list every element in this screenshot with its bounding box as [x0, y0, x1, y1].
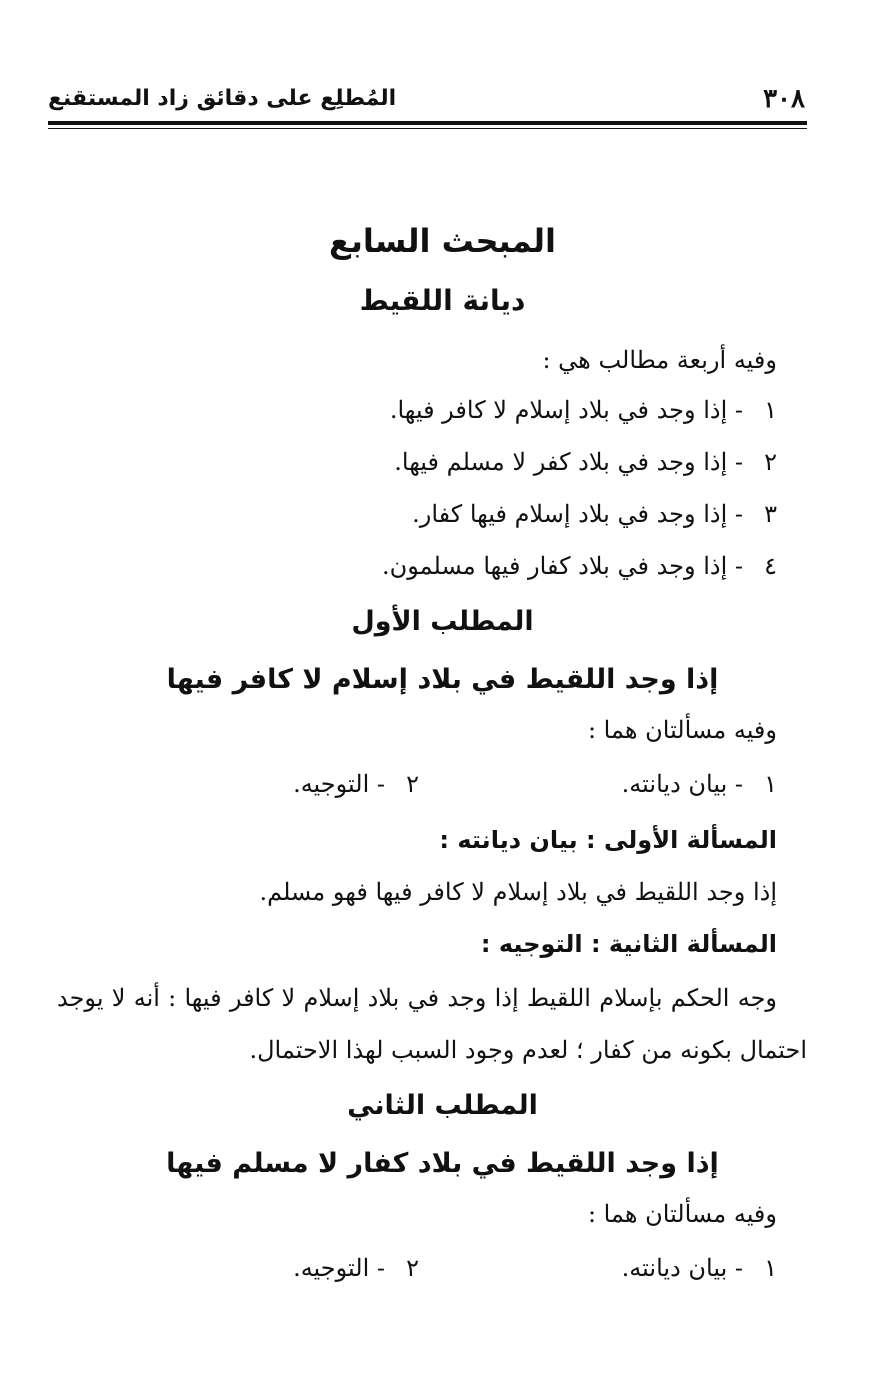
- matlab2-item2-text: - التوجيه.: [293, 1254, 385, 1282]
- list-item-number: ٤: [764, 552, 777, 580]
- list-item-number: ٢: [764, 448, 777, 476]
- matlab1-item2-number: ٢: [406, 770, 419, 798]
- matlab2-intro: وفيه مسألتان هما :: [587, 1200, 777, 1228]
- list-item-text: - إذا وجد في بلاد إسلام لا كافر فيها.: [389, 396, 743, 424]
- matlab2-item1-text: - بيان ديانته.: [621, 1254, 743, 1282]
- question2-label: المسألة الثانية : التوجيه :: [480, 930, 777, 958]
- header-rule-thin: [48, 128, 807, 129]
- section-title: المبحث السابع: [328, 222, 556, 260]
- matlab1-item1-number: ١: [764, 770, 777, 798]
- matlab2-item1-number: ١: [764, 1254, 777, 1282]
- matlab1-subtitle: إذا وجد اللقيط في بلاد إسلام لا كافر فيها: [166, 664, 719, 695]
- list-item-text: - إذا وجد في بلاد كفر لا مسلم فيها.: [394, 448, 743, 476]
- matlab1-item2-text: - التوجيه.: [293, 770, 385, 798]
- question2-line1: وجه الحكم بإسلام اللقيط إذا وجد في بلاد إسلام لا كافر فيها : أنه لا يوجد: [57, 984, 777, 1012]
- running-header-title: المُطلِع على دقائق زاد المستقنع: [48, 86, 397, 111]
- page-number: ٣٠٨: [763, 84, 805, 114]
- header-rule-thick: [48, 121, 807, 125]
- section-subtitle: ديانة اللقيط: [359, 284, 526, 317]
- matlab1-intro: وفيه مسألتان هما :: [587, 716, 777, 744]
- question1-text: إذا وجد اللقيط في بلاد إسلام لا كافر فيها فهو مسلم.: [259, 878, 777, 906]
- list-item-number: ٣: [764, 500, 777, 528]
- matlab2-title: المطلب الثاني: [347, 1090, 538, 1121]
- list-item-text: - إذا وجد في بلاد إسلام فيها كفار.: [412, 500, 743, 528]
- list-item-number: ١: [764, 396, 777, 424]
- matlab1-title: المطلب الأول: [351, 606, 534, 637]
- matlab2-subtitle: إذا وجد اللقيط في بلاد كفار لا مسلم فيها: [166, 1148, 719, 1179]
- list-item-text: - إذا وجد في بلاد كفار فيها مسلمون.: [381, 552, 743, 580]
- section-intro: وفيه أربعة مطالب هي :: [542, 346, 777, 374]
- matlab1-item1-text: - بيان ديانته.: [621, 770, 743, 798]
- question2-line2: احتمال بكونه من كفار ؛ لعدم وجود السبب لهذا الاحتمال.: [249, 1036, 807, 1064]
- question1-label: المسألة الأولى : بيان ديانته :: [439, 826, 777, 854]
- matlab2-item2-number: ٢: [406, 1254, 419, 1282]
